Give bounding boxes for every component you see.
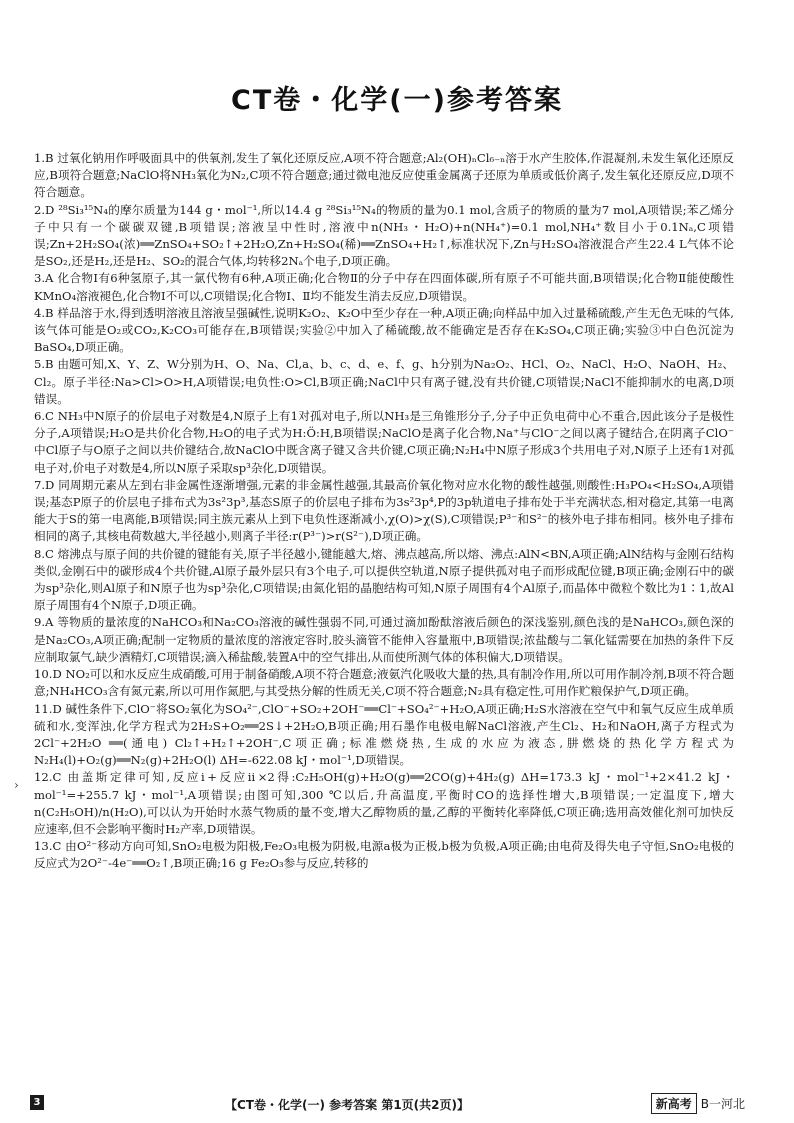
answer-item [34,150,734,202]
answer-text: 13.C 由O²⁻移动方向可知,SnO₂电极为阳极,Fe₂O₃电极为阴极,电源a极为正极,b极为负极,A项正确;由电荷及得失电子守恒,SnO₂电极的反应式为2O²⁻-4e⁻══O₂↑,B项正确;16 g Fe₂O₃参与反应,转移的 [34,839,734,871]
answer-text: 10.D NO₂可以和水反应生成硝酸,可用于制备硝酸,A项不符合题意;液氨汽化吸收大量的热,具有制冷作用,所以可用作制冷剂,B项不符合题意;NH₄HCO₃含有氮元素,所以可用作氮肥,与其受热分解的性质无关,C项不符合题意;N₂具有稳定性,可用作贮粮保护气,D项正确。 [34,667,734,699]
page-number-badge: 3 [30,1095,44,1110]
answer-text: 6.C NH₃中N原子的价层电子对数是4,N原子上有1对孤对电子,所以NH₃是三角锥形分子,分子中正负电荷中心不重合,因此该分子是极性分子,A项错误;H₂O是共价化合物,H₂O的电子式为H:Ö:H,B项错误;NaClO是离子化合物,Na⁺与ClO⁻之间以离子键结合,在阴离子ClO⁻中Cl原子与O原子之间以共价键结合,故NaClO中既含离子键又含共价键,C项正确;N₂H₄中N原子形成3个共用电子对,N原子上还有1对孤电子对,价电子对数是4,所以N原子采取sp³杂化,D项错误。 [34,409,734,475]
answer-text: 9.A 等物质的量浓度的NaHCO₃和Na₂CO₃溶液的碱性强弱不同,可通过滴加酚酞溶液后颜色的深浅鉴别,颜色浅的是NaHCO₃,颜色深的是Na₂CO₃,A项正确;配制一定物质的量浓度的溶液定容时,胶头滴管不能伸入容量瓶中,B项错误;浓盐酸与二氧化锰需要在加热的条件下反应制取氯气,缺少酒精灯,C项错误;滴入稀盐酸,装置A中的空气排出,从而使所测气体的体积偏大,D项错误。 [34,615,734,664]
answer-text: 11.D 碱性条件下,ClO⁻将SO₂氧化为SO₄²⁻,ClO⁻+SO₂+2OH⁻══Cl⁻+SO₄²⁻+H₂O,A项正确;H₂S水溶液在空气中和氧气反应生成单质硫和水,变浑浊,化学方程式为2H₂S+O₂══2S↓+2H₂O,B项正确;用石墨作电极电解NaCl溶液,产生Cl₂、H₂和NaOH,离子方程式为2Cl⁻+2H₂O ══(通电) Cl₂↑+H₂↑+2OH⁻,C项正确;标准燃烧热,生成的水应为液态,肼燃烧的热化学方程式为N₂H₄(l)+O₂(g)══N₂(g)+2H₂O(l) ΔH=-622.08 kJ・mol⁻¹,D项错误。 [34,701,734,768]
answer-text: 5.B 由题可知,X、Y、Z、W分别为H、O、Na、Cl,a、b、c、d、e、f、g、h分别为Na₂O₂、HCl、O₂、NaCl、H₂O、NaOH、H₂、Cl₂。原子半径:Na>Cl>O>H,A项错误;电负性:O>Cl,B项正确;NaCl中只有离子键,没有共价键,C项错误;NaCl不能抑制水的电离,D项错误。 [34,357,734,406]
footer-text: 【CT卷・化学(一) 参考答案 第1页(共2页)】 [225,1098,469,1112]
answer-item [34,202,734,271]
answer-text: 12.C 由盖斯定律可知,反应ⅰ+反应ⅱ×2得:C₂H₅OH(g)+H₂O(g)══2CO(g)+4H₂(g) ΔH=173.3 kJ・mol⁻¹+2×41.2 kJ・mol⁻¹=+255.7 kJ・mol⁻¹,A项错误;由图可知,300 ℃以后,升高温度,平衡时CO的选择性增大,B项错误;一定温度下,增大n(C₂H₅OH)/n(H₂O),可以认为开始时水蒸气物质的量不变,增大乙醇物质的量,乙醇的平衡转化率降低,C项正确;选用高效催化剂可加快反应速率,但不会影响平衡时H₂产率,D项错误。 [34,770,734,836]
brand-badge: 新高考 [651,1093,697,1114]
answer-item [34,305,734,357]
answer-text: 1.B 过氧化钠用作呼吸面具中的供氧剂,发生了氧化还原反应,A项不符合题意;Al₂(OH)ₙCl₆₋ₙ溶于水产生胶体,作混凝剂,未发生氧化还原反应,B项符合题意;NaClO将NH₃氧化为N₂,C项不符合题意;通过微电池反应使重金属离子还原为单质或低价离子,发生氧化还原反应,D项不符合题意。 [34,151,734,200]
region-label: B一河北 [700,1097,745,1111]
page-title: CT卷・化学(一)参考答案 [231,85,563,116]
answer-item [34,408,734,477]
answer-text: 8.C 熔沸点与原子间的共价键的键能有关,原子半径越小,键能越大,熔、沸点越高,所以熔、沸点:AlN<BN,A项正确;AlN结构与金刚石结构类似,金刚石中的碳形成4个共价键,Al原子最外层只有3个电子,可以提供空轨道,N原子提供孤对电子而形成配位键,B项正确;金刚石中的碳为sp³杂化,则Al原子和N原子也为sp³杂化,C项错误;由氮化铝的晶胞结构可知,N原子周围有4个Al原子,而晶体中微粒个数比为1∶1,故Al原子周围有4个N原子,D项正确。 [34,546,734,613]
answer-item [34,614,734,666]
answer-item [34,701,734,770]
answer-text: 2.D ²⁸Si₃¹⁵N₄的摩尔质量为144 g・mol⁻¹,所以14.4 g ²⁸Si₃¹⁵N₄的物质的量为0.1 mol,含质子的物质的量为7 mol,A项错误;苯乙烯分子中只有一个碳碳双键,B项错误;溶液呈中性时,溶液中n(NH₃・H₂O)+n(NH₄⁺)=0.1 mol,NH₄⁺数目小于0.1Nₐ,C项错误;Zn+2H₂SO₄(浓)══ZnSO₄+SO₂↑+2H₂O,Zn+H₂SO₄(稀)══ZnSO₄+H₂↑,标准状况下,Zn与H₂SO₄溶液混合产生22.4 L气体不论是SO₂,还是H₂,还是H₂、SO₂的混合气体,均转移2Nₐ个电子,D项正确。 [34,202,734,269]
answer-item [34,356,734,408]
answer-text: 3.A 化合物Ⅰ有6种氢原子,其一氯代物有6种,A项正确;化合物Ⅱ的分子中存在四面体碳,所有原子不可能共面,B项错误;化合物Ⅱ能使酸性KMnO₄溶液褪色,化合物Ⅰ不可以,C项错误;化合物Ⅰ、Ⅱ均不能发生消去反应,D项错误。 [34,271,734,303]
margin-mark: › [14,778,19,792]
answer-item [34,270,734,304]
answer-item [34,769,734,838]
answer-text: 7.D 同周期元素从左到右非金属性逐渐增强,元素的非金属性越强,其最高价氧化物对应水化物的酸性越强,则酸性:H₃PO₄<H₂SO₄,A项错误;基态P原子的价层电子排布式为3s²3p³,基态S原子的价层电子排布为3s²3p⁴,P的3p轨道电子排布处于半充满状态,相对稳定,其第一电离能大于S的第一电离能,B项错误;同主族元素从上到下电负性逐渐减小,χ(O)>χ(S),C项错误;P³⁻和S²⁻的核外电子排布相同。核外电子排布相同的离子,其核电荷数越大,半径越小,则离子半径:r(P³⁻)>r(S²⁻),D项正确。 [34,477,734,544]
answer-list [34,150,734,873]
answer-item [34,838,734,872]
answer-item [34,477,734,546]
page-footer [30,1093,745,1115]
answer-item [34,666,734,700]
footer-brand [651,1093,745,1114]
answer-text: 4.B 样品溶于水,得到透明溶液且溶液呈强碱性,说明K₂O₂、K₂O中至少存在一种,A项正确;向样品中加入过量稀硫酸,产生无色无味的气体,该气体可能是O₂或CO₂,K₂CO₃可能存在,B项错误;实验②中加入了稀硫酸,故不能确定是否存在K₂SO₄,C项正确;实验③中白色沉淀为BaSO₄,D项正确。 [34,305,734,355]
answer-item [34,546,734,615]
